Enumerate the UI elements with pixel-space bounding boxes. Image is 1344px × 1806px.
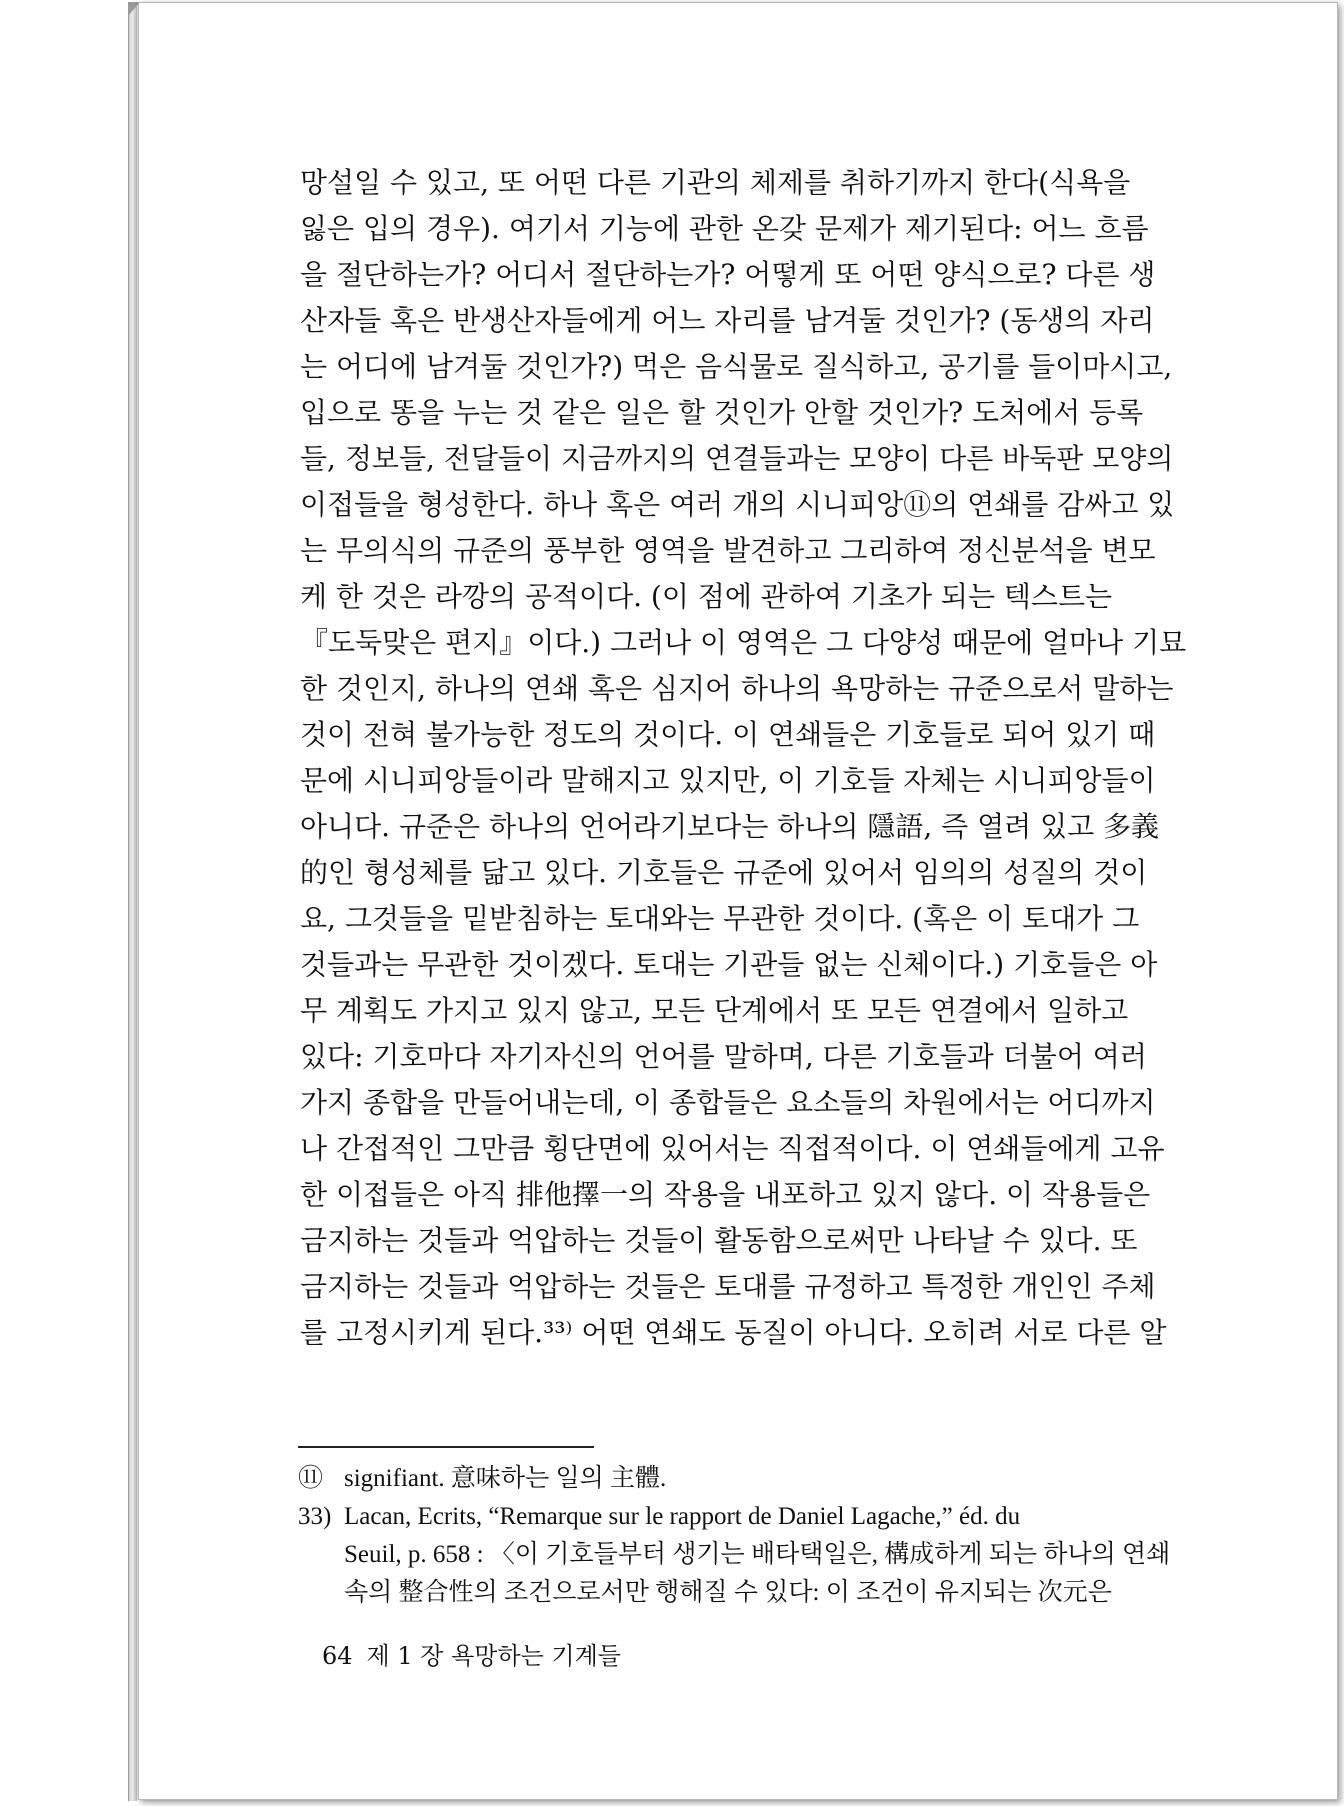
body-line: 망설일 수 있고, 또 어떤 다른 기관의 체제를 취하기까지 한다(식욕을 (300, 166, 1131, 199)
body-line: 的인 형성체를 닮고 있다. 기호들은 규준에 있어서 임의의 성질의 것이 (300, 856, 1148, 889)
body-line: 것들과는 무관한 것이겠다. 토대는 기관들 없는 신체이다.) 기호들은 아 (300, 948, 1158, 981)
page-stack-edge (128, 4, 137, 1801)
body-line: 잃은 입의 경우). 여기서 기능에 관한 온갖 문제가 제기된다: 어느 흐름 (300, 212, 1149, 245)
footnote-mark: 33) (298, 1503, 332, 1530)
body-line: 요, 그것들을 밑받침하는 토대와는 무관한 것이다. (혹은 이 토대가 그 (300, 902, 1140, 935)
footnote-11 (298, 1460, 1198, 1498)
body-line: 문에 시니피앙들이라 말해지고 있지만, 이 기호들 자체는 시니피앙들이 (300, 764, 1156, 797)
body-line: 는 어디에 남겨둘 것인가?) 먹은 음식물로 질식하고, 공기를 들이마시고, (300, 350, 1173, 383)
body-line: 케 한 것은 라깡의 공적이다. (이 점에 관하여 기초가 되는 텍스트는 (300, 580, 1113, 613)
footnotes (298, 1460, 1198, 1612)
body-line: 을 절단하는가? 어디서 절단하는가? 어떻게 또 어떤 양식으로? 다른 생 (300, 258, 1156, 291)
body-line: 산자들 혹은 반생산자들에게 어느 자리를 남겨둘 것인가? (동생의 자리 (300, 304, 1155, 337)
body-line: 는 무의식의 규준의 풍부한 영역을 발견하고 그리하여 정신분석을 변모 (300, 534, 1156, 567)
footnote-text: Lacan, Ecrits, “Remarque sur le rapport de Daniel Lagache,” éd. du (344, 1503, 1021, 1530)
body-line: 있다: 기호마다 자기자신의 언어를 말하며, 다른 기호들과 더불어 여러 (300, 1040, 1147, 1073)
footnote-33-line-2: Seuil, p. 658 : 〈이 기호들부터 생기는 배타택일은, 構成하게 되는 하나의 연쇄 (344, 1541, 1171, 1568)
body-line: 금지하는 것들과 억압하는 것들이 활동함으로써만 나타날 수 있다. 또 (300, 1224, 1138, 1257)
body-line: 한 것인지, 하나의 연쇄 혹은 심지어 하나의 욕망하는 규준으로서 말하는 (300, 672, 1174, 705)
chapter-title: 제 1 장 욕망하는 기계들 (366, 1642, 621, 1670)
body-line: 『도둑맞은 편지』이다.) 그러나 이 영역은 그 다양성 때문에 얼마나 기묘 (300, 626, 1187, 659)
body-line: 것이 전혀 불가능한 정도의 것이다. 이 연쇄들은 기호들로 되어 있기 때 (300, 718, 1156, 751)
page-number: 64 (322, 1642, 353, 1670)
body-line: 입으로 똥을 누는 것 같은 일은 할 것인가 안할 것인가? 도처에서 등록 (300, 396, 1144, 429)
body-line: 가지 종합을 만들어내는데, 이 종합들은 요소들의 차원에서는 어디까지 (300, 1086, 1156, 1119)
body-line: 나 간접적인 그만큼 횡단면에 있어서는 직접적이다. 이 연쇄들에게 고유 (300, 1132, 1165, 1165)
body-line: 아니다. 규준은 하나의 언어라기보다는 하나의 隱語, 즉 열려 있고 多義 (300, 810, 1160, 843)
body-line: 금지하는 것들과 억압하는 것들은 토대를 규정하고 특정한 개인인 주체 (300, 1270, 1156, 1303)
footnote-mark: ⑪ (298, 1465, 324, 1492)
body-line: 를 고정시키게 된다.³³⁾ 어떤 연쇄도 동질이 아니다. 오히려 서로 다른 알 (300, 1316, 1167, 1349)
body-text (300, 160, 1198, 1356)
footnote-text: signifiant. 意味하는 일의 主體. (344, 1465, 667, 1492)
running-footer (322, 1636, 635, 1671)
body-line: 이접들을 형성한다. 하나 혹은 여러 개의 시니피앙⑪의 연쇄를 감싸고 있 (300, 488, 1175, 521)
body-line: 한 이접들은 아직 排他擇一의 작용을 내포하고 있지 않다. 이 작용들은 (300, 1178, 1151, 1211)
body-line: 무 계획도 가지고 있지 않고, 모든 단계에서 또 모든 연결에서 일하고 (300, 994, 1129, 1027)
body-line: 들, 정보들, 전달들이 지금까지의 연결들과는 모양이 다른 바둑판 모양의 (300, 442, 1174, 475)
footnote-33-line-3: 속의 整合性의 조건으로서만 행해질 수 있다: 이 조건이 유지되는 次元은 (344, 1579, 1112, 1606)
footnote-rule (298, 1446, 594, 1448)
footnote-33-line-1 (298, 1498, 1198, 1536)
